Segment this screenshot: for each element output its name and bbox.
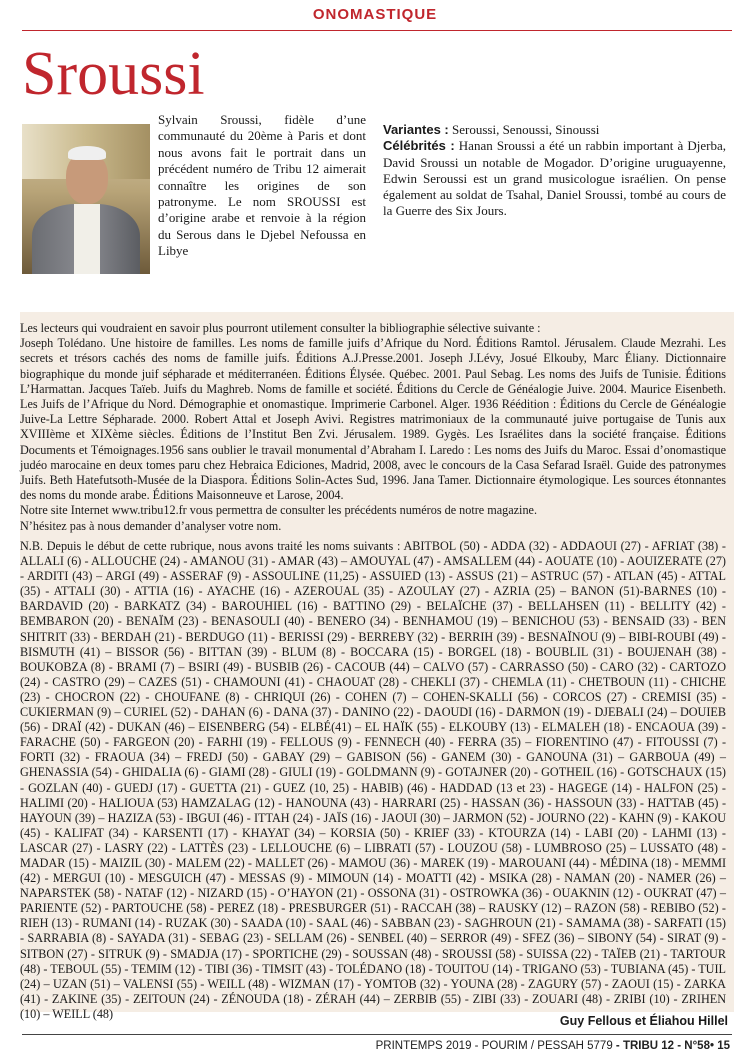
footer-rule: [22, 1034, 732, 1035]
names-list: [20, 539, 726, 1022]
bibliography-text: Joseph Tolédano. Une histoire de familles. Les noms de famille juifs d’Afrique du Nord. Éditions Ramtol. Jérusalem. Claude Mezrahi. Les secrets et trésors cachés des noms de famille juifs. Éditions A.J.Presse.2001. Joseph J.Lévy, Josué Elkouby, Marc Éliany. Dictionnaire biographique du monde juif sépharade et méditerranéen. Éditions Élysée. Québec. 2001. Paul Sebag. Les noms des Juifs de Tunisie. Éditions L’Harmattan. Jacques Taïeb. Juifs du Maghreb. Noms de famille et société. Éditions du Cercle de Généalogie Juive. 2004. Maurice Eisenbeth. Les Juifs de l’Afrique du Nord. Démographie et onomastique. Imprimerie Carbonel. Alger. 1936 Réédition : Éditions du Cercle de Généalogie Juive-La Lettre Sépharade. 2000. Robert Attal et Joseph Avivi. Registres matrimoniaux de la communauté juive portugaise de Tunis aux XVIIIème et XIXème siècles. Éditions de l’Institut Ben Zvi. Jérusalem. 1989. Gygès. Les Israélites dans la société française. Éditions Documents et Témoignages.1956 sans oublier le travail monumental d’Abraham I. Laredo : Les noms des Juifs du Maroc. Essai d’onomastique judéo marocaine en deux tomes paru chez Hebraica Ediciones, Madrid, 2008, avec le concours de la Casa Sefarad Israël. Guide des patronymes Juifs. Beth Hatefutsoth-Musée de la Diaspora. Éditions Solin-Actes Sud, 1996. Jana Tamer. Dictionnaire étymologique. Les sources étonnantes des noms du monde arabe. Éditions Maisonneuve et Larose, 2004.: [20, 336, 726, 503]
photo-hair: [68, 146, 106, 160]
authors: Guy Fellous et Éliahou Hillel: [559, 1014, 728, 1028]
celebrities-label: Célébrités :: [383, 138, 455, 154]
bibliography-intro: Les lecteurs qui voudraient en savoir plus pourront utilement consulter la bibliographie sélective suivante :: [20, 321, 541, 335]
celebrities-text: Hanan Sroussi a été un rabbin important à Djerba, David Sroussi un notable de Mogador. D’origine uruguayenne, Edwin Seroussi est un grand musicologue israélien. On pense également au soldat de Tsahal, Daniel Sroussi, tombé au cours de la Guerre des Six Jours.: [383, 138, 726, 219]
photo-shirt: [74, 204, 100, 274]
intro-paragraph: Sylvain Sroussi, fidèle d’une communauté du 20ème à Paris et dont nous avons fait le portrait dans un précédent numéro de Tribu 12 aimerait connaître les origines de son patronyme. Le nom SROUSSI est d’origine arabe et renvoie à la région du Serous dans le Djebel Nefoussa en Libye: [158, 112, 366, 259]
section-heading: ONOMASTIQUE: [312, 6, 438, 23]
footer-issue: PRINTEMPS 2019 - POURIM / PESSAH 5779: [375, 1040, 613, 1052]
page-footer: [376, 1040, 730, 1052]
names-text: N.B. Depuis le début de cette rubrique, nous avons traité les noms suivants : ABITBOL (50) - ADDA (32) - ADDAOUI (27) - AFRIAT (38) - ALLALI (6) - ALLOUCHE (24) - AMANOU (31) - AMAR (43) – AMOUYAL (47) - AMSALLEM (44) - AOUATE (10) - AOUIZERATE (27) - ARDITI (43) – ARGI (49) - ASSERAF (9) - ASSOULINE (11,25) - ASSUIED (13) - ASSUS (21) – ASTRUC (57) - ATLAN (45) - ATTAL (35) - ATTALI (30) - ATTIA (16) - AYACHE (16) - AZEROUAL (35) - AZOULAY (27) - AZRIA (25) – BANON (51)-BARNES (10) - BARDAVID (20) - BARKATZ (34) - BAROUHIEL (16) - BATTINO (29) - BELAÏCHE (37) - BELLAHSEN (11) - BELLITY (42) - BEMBARON (20) - BENAÏM (23) - BENASOULI (40) - BENERO (34) - BENHAMOU (19) – BENICHOU (53) - BENSAID (33) - BEN SHITRIT (33) - BERDAH (21) - BERDUGO (11) - BERISSI (29) - BERREBY (32) - BERRIH (39) - BESNAÏNOU (9) – BIBI-ROUBI (49) - BISMUTH (41) – BISSOR (56) - BITTAN (39) - BLUM (8) - BOCCARA (15) - BORGEL (18) - BOUBLIL (31) - BOUJENAH (38) - BOUKOBZA (8) - BRAMI (7) – BSIRI (49) - BUSBIB (26) - CACOUB (44) – CALVO (57) - CARRASSO (50) - CARO (32) - CARTOZO (24) - CASTRO (29) – CAZES (51) - CHAMOUNI (41) - CHAOUAT (28) - CHEKLI (37) - CHEMLA (11) - CHETBOUN (11) - CHICHE (23) - CHOCRON (22) - CHOUFANE (8) - CHRIQUI (26) - COHEN (7) – COHEN-SKALLI (56) - CORCOS (27) - CREMISI (35) - CUKIERMAN (9) – CURIEL (52) - DAHAN (6) - DANA (37) - DANINO (22) - DAOUDI (16) - DARMON (19) - DJEBALI (24) – DOUIEB (56) - DRAÏ (42) - DUKAN (46) – EISENBERG (54) - ELBÉ(41) – EL HAÏK (55) - ELKOUBY (13) - ELMALEH (18) - ENCAOUA (39) - FARACHE (50) - FARGEON (20) - FARHI (19) - FELLOUS (9) - FENNECH (40) - FERRA (35) – FIORENTINO (47) - FITOUSSI (7) - FORTI (32) - FRAOUA (34) – FREDJ (50) - GABAY (29) – GABISON (56) - GANEM (30) - GANOUNA (31) – GARBOUA (49) – GHENASSIA (54) - GHIDALIA (6) - GIAMI (28) - GIULI (19) - GOLDMANN (9) - GOTAJNER (20) - GOTHEIL (16) - GOTSCHAUX (15) - GOZLAN (40) - GUEDJ (17) - GUETTA (21) - GUEZ (10, 25) - HABIB) (46) - HADDAD (13 et 23) - HAGEGE (14) - HALFON (25) - HALIMI (20) - HALIOUA (53) HAMZALAG (12) - HANOUNA (43) - HARRARI (25) - HASSAN (36) - HASSOUN (33) - HATTAB (45) - HAYOUN (39) – HAZIZA (53) - IBGUI (46) - ITTAH (24) - JAÏS (16) - JAOUI (30) – JARMON (52) - JOURNO (22) - KAHN (9) - KAKOU (45) - KALIFAT (34) - KARSENTI (17) - KHAYAT (34) – KORSIA (50) - KRIEF (33) - KTOURZA (14) - LABI (20) - LAHMI (13) - LASCAR (27) - LASRY (22) - LATTÈS (23) - LELLOUCHE (6) – LIBRATI (57) - LOUZOU (58) - LUMBROSO (25) – LUSSATO (48) - MADAR (15) - MAIZIL (30) - MALEM (22) - MALLET (26) - MAMOU (36) - MAREK (19) - MAROUANI (44) - MÉDINA (18) - MEMMI (42) - MERGUI (10) - MESGUICH (47) - MESSAS (9) - MIMOUN (14) - MOATTI (42) - MSIKA (28) - NAMAN (20) - NAMER (26) – NAPARSTEK (58) - NATAF (12) - NIZARD (15) - O’HAYON (21) - OSSONA (31) - OSTROWKA (36) - OUAKNIN (12) - OUKRAT (47) – PARIENTE (52) - PARTOUCHE (58) - PEREZ (18) - PRESBURGER (51) - RACCAH (38) – RAUSKY (12) – RAZON (58) - REBIBO (52) - RIEH (13) - RUMANI (14) - RUZAK (30) - SAADA (10) - SAAL (46) - SABBAN (23) - SAGHROUN (21) - SAMAMA (38) - SARFATI (15) - SARRABIA (8) - SAYADA (31) - SEBAG (23) - SELLAM (26) - SENBEL (40) – SERROR (49) - SFEZ (36) – SIBONY (54) - SIRAT (9) - SITBON (27) - SITRUK (9) - SMADJA (17) - SPORTICHE (29) - SOUSSAN (48) - SROUSSI (58) - SUISSA (22) - TAÏEB (21) - TARTOUR (48) - TEBOUL (55) - TEMIM (12) - TIBI (36) - TIMSIT (43) - TOLÉDANO (18) - TOUITOU (14) - TRIGANO (53) - TUBIANA (45) - TUIL (24) – UZAN (51) – VALENSI (55) - WEILL (48) - WIZMAN (17) - YOMTOB (32) - YOUNA (28) - ZAGURY (57) - ZAOUI (15) - ZARKA (41) - ZAKINE (35) - ZEITOUN (24) - ZÉNOUDA (18) - ZÉRAH (44) – ZERBIB (55) - ZIBI (33) - ZOUARI (48) - ZRIBI (10) - ZRIHEN (10) – WEILL (48): [20, 539, 726, 1021]
website-note: Notre site Internet www.tribu12.fr vous permettra de consulter les précédents numéros de notre magazine.: [20, 503, 537, 518]
footer-page: - TRIBU 12 - N°58• 15: [612, 1040, 730, 1052]
variants-label: Variantes :: [383, 122, 449, 137]
article-title: Sroussi: [22, 40, 205, 108]
portrait-photo: [22, 124, 150, 274]
variants-block: [383, 122, 726, 220]
heading-rule: [22, 30, 732, 31]
bibliography: [20, 321, 726, 534]
variants-text: Seroussi, Senoussi, Sinoussi: [448, 122, 600, 137]
ask-note: N’hésitez pas à nous demander d’analyser votre nom.: [20, 518, 282, 533]
